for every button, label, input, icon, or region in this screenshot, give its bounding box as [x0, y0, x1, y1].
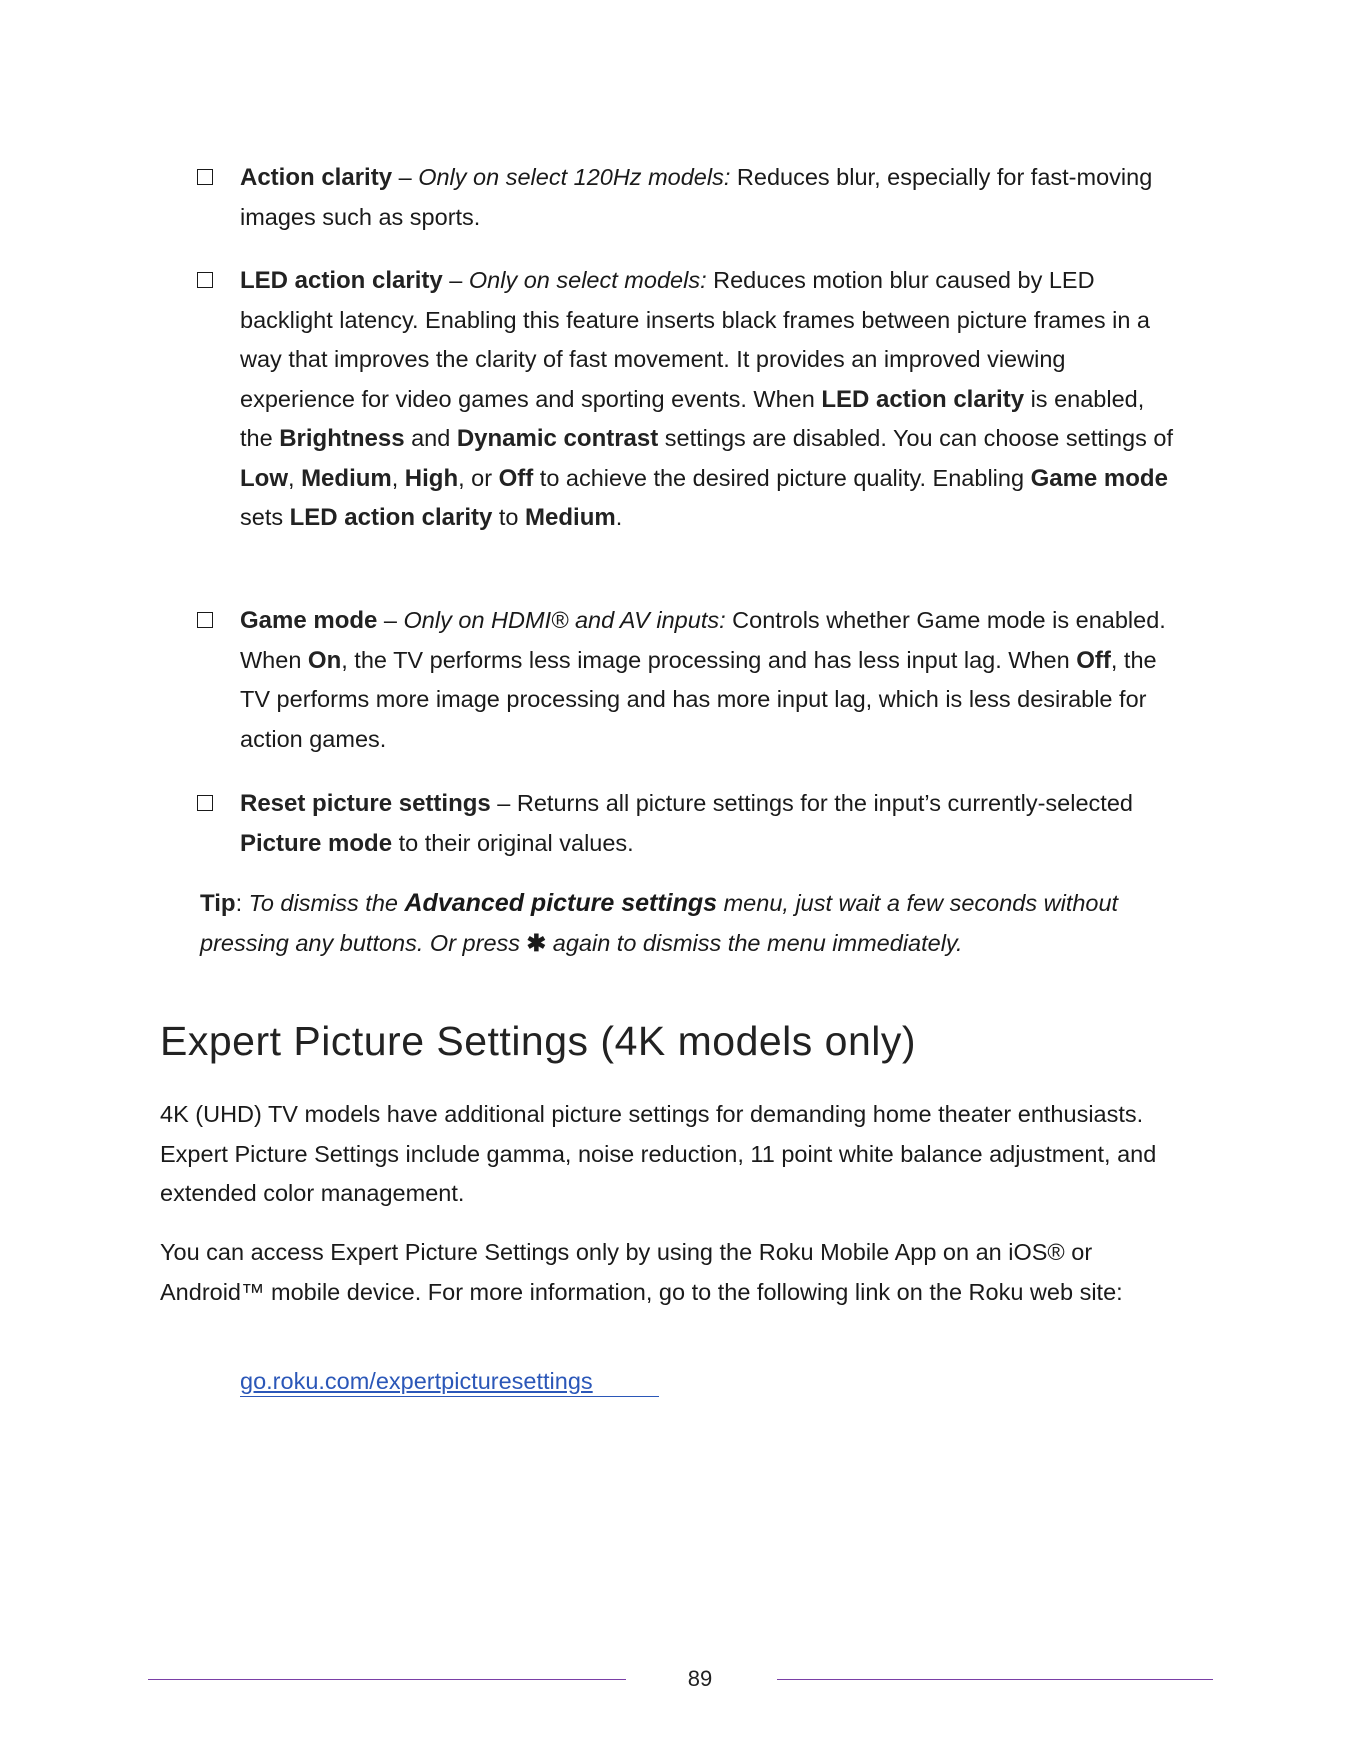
- dash: –: [442, 267, 469, 293]
- item-body: settings are disabled. You can choose settings of: [658, 425, 1173, 451]
- separator: ,: [288, 464, 302, 491]
- tip-text: menu, just wait a few seconds without pressing any buttons. Or press: [200, 890, 1119, 956]
- item-body: to: [492, 504, 526, 530]
- item-qualifier: Only on select 120Hz models:: [418, 164, 731, 190]
- section-paragraph-1: 4K (UHD) TV models have additional picture settings for demanding home theater enthusiasts. Expert Picture Settings include gamma, noise reduction, 11 point white balance adjustment, and extended color management.: [160, 1101, 1157, 1206]
- separator: ,: [391, 464, 405, 491]
- item-body: Returns all picture settings for the input’s currently-selected: [516, 790, 1133, 816]
- dash: –: [377, 607, 404, 633]
- item-text: [240, 158, 1180, 237]
- option-off: Off: [498, 464, 534, 492]
- item-text: [240, 784, 1180, 863]
- item-body: .: [615, 504, 623, 530]
- item-text: [240, 601, 1180, 759]
- tip-colon: :: [235, 890, 249, 916]
- dash: –: [490, 790, 517, 816]
- ref-led-action-clarity: LED action clarity: [289, 504, 493, 531]
- ref-dynamic-contrast: Dynamic contrast: [456, 425, 659, 452]
- item-body: to their original values.: [392, 829, 634, 856]
- item-title: Action clarity: [240, 164, 393, 191]
- item-body: is enabled, the: [240, 385, 1145, 451]
- ref-advanced-picture-settings: Advanced picture settings: [404, 889, 718, 917]
- item-qualifier: Only on select models:: [468, 267, 707, 293]
- star-key-icon: ✱: [526, 929, 547, 956]
- ref-led-action-clarity: LED action clarity: [821, 385, 1025, 413]
- ref-picture-mode: Picture mode: [240, 829, 393, 857]
- tip-text: To dismiss the: [248, 890, 405, 916]
- option-low: Low: [240, 464, 288, 492]
- expert-picture-settings-link[interactable]: go.roku.com/expertpicturesettings: [240, 1366, 659, 1397]
- footer-rule-left: [148, 1679, 626, 1680]
- bullet-marker: [197, 795, 213, 811]
- page-number: 89: [687, 1666, 713, 1691]
- bullet-marker: [197, 612, 213, 628]
- section-heading: Expert Picture Settings (4K models only): [160, 1018, 917, 1064]
- item-qualifier: Only on HDMI® and AV inputs:: [403, 607, 726, 633]
- tip-note: [200, 884, 1160, 963]
- ref-off: Off: [1076, 646, 1111, 674]
- tip-text: again to dismiss the menu immediately.: [546, 929, 963, 956]
- ref-medium: Medium: [525, 504, 616, 531]
- bullet-marker: [197, 169, 213, 185]
- section-paragraph-2: You can access Expert Picture Settings only by using the Roku Mobile App on an iOS® or Android™ mobile device. For more information, go to the following link on the Roku web site:: [160, 1239, 1123, 1305]
- separator: , or: [458, 464, 499, 491]
- dash: –: [392, 164, 419, 190]
- option-medium: Medium: [301, 464, 392, 492]
- item-body: Reduces blur, especially for fast-moving images such as sports.: [240, 164, 1153, 230]
- item-body: , the TV performs more image processing and has more input lag, which is less desirable for action games.: [240, 646, 1157, 752]
- item-body: to achieve the desired picture quality. Enabling: [533, 464, 1031, 491]
- item-body: Controls whether Game mode is enabled. When: [240, 607, 1166, 673]
- item-title: Reset picture settings: [240, 790, 491, 817]
- item-title: Game mode: [240, 607, 378, 634]
- ref-brightness: Brightness: [279, 425, 405, 452]
- tip-label: Tip: [200, 890, 236, 917]
- item-title: LED action clarity: [240, 267, 443, 294]
- ref-on: On: [307, 646, 342, 674]
- item-body: , the TV performs less image processing and has less input lag. When: [341, 646, 1077, 673]
- bullet-marker: [197, 272, 213, 288]
- item-body: sets: [240, 504, 290, 530]
- footer-rule-right: [777, 1679, 1213, 1680]
- item-body: and: [404, 425, 457, 451]
- option-high: High: [404, 464, 459, 492]
- item-body: Reduces motion blur caused by LED backlight latency. Enabling this feature inserts black frames between picture frames in a way that improves the clarity of fast movement. It provides an improved viewing experience for video games and sporting events. When: [240, 267, 1150, 412]
- item-text: [240, 261, 1180, 538]
- ref-game-mode: Game mode: [1030, 464, 1168, 492]
